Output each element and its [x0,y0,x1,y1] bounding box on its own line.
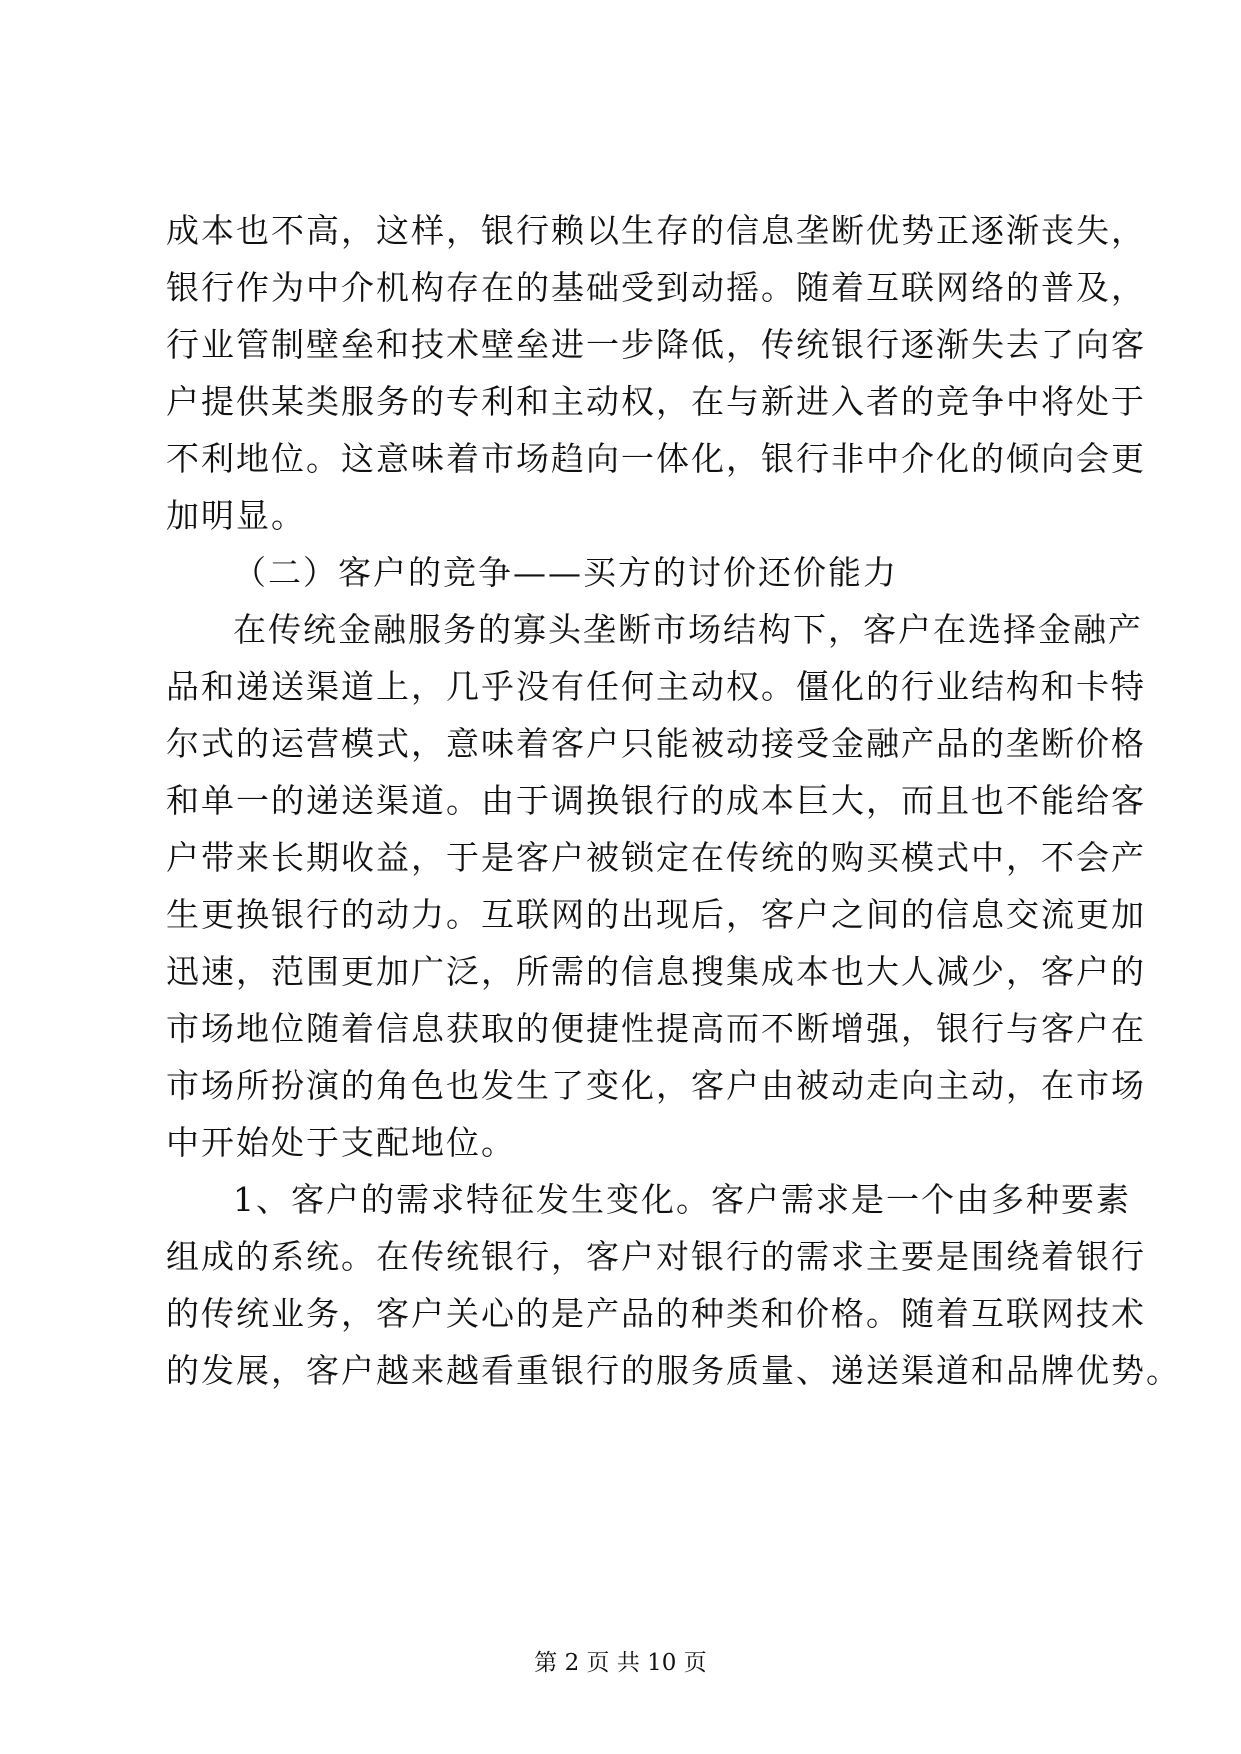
body-text-line: 的发展，客户越来越看重银行的服务质量、递送渠道和品牌优势。 [166,1351,1181,1390]
body-text-line: 不利地位。这意味着市场趋向一体化，银行非中介化的倾向会更 [166,439,1146,478]
body-text-line: 行业管制壁垒和技术壁垒进一步降低，传统银行逐渐失去了向客 [166,325,1146,364]
body-text-line: 组成的系统。在传统银行，客户对银行的需求主要是围绕着银行 [166,1237,1146,1276]
body-text-line: 户带来长期收益，于是客户被锁定在传统的购买模式中，不会产 [166,838,1146,877]
body-text-line: 和单一的递送渠道。由于调换银行的成本巨大，而且也不能给客 [166,781,1146,820]
body-text-line: 成本也不高，这样，银行赖以生存的信息垄断优势正逐渐丧失， [166,211,1146,250]
body-text-line: 的传统业务，客户关心的是产品的种类和价格。随着互联网技术 [166,1294,1146,1333]
body-text-line: 尔式的运营模式，意味着客户只能被动接受金融产品的垄断价格 [166,724,1146,763]
body-text-line: 1、客户的需求特征发生变化。客户需求是一个由多种要素 [233,1180,1131,1219]
body-text-line: 迅速，范围更加广泛，所需的信息搜集成本也大人减少，客户的 [166,952,1146,991]
body-text-line: 加明显。 [166,496,306,535]
body-text-line: 在传统金融服务的寡头垄断市场结构下，客户在选择金融产 [233,610,1143,649]
section-heading: （二）客户的竞争——买方的讨价还价能力 [233,553,898,592]
body-text-line: 银行作为中介机构存在的基础受到动摇。随着互联网络的普及， [166,268,1146,307]
body-text-line: 市场地位随着信息获取的便捷性提高而不断增强，银行与客户在 [166,1009,1146,1048]
body-text-line: 品和递送渠道上，几乎没有任何主动权。僵化的行业结构和卡特 [166,667,1146,706]
body-text-line: 生更换银行的动力。互联网的出现后，客户之间的信息交流更加 [166,895,1146,934]
body-text-line: 中开始处于支配地位。 [166,1123,516,1162]
body-text-line: 户提供某类服务的专利和主动权，在与新进入者的竞争中将处于 [166,382,1146,421]
body-text-line: 市场所扮演的角色也发生了变化，客户由被动走向主动，在市场 [166,1066,1146,1105]
page-number-footer: 第 2 页 共 10 页 [534,1650,707,1676]
